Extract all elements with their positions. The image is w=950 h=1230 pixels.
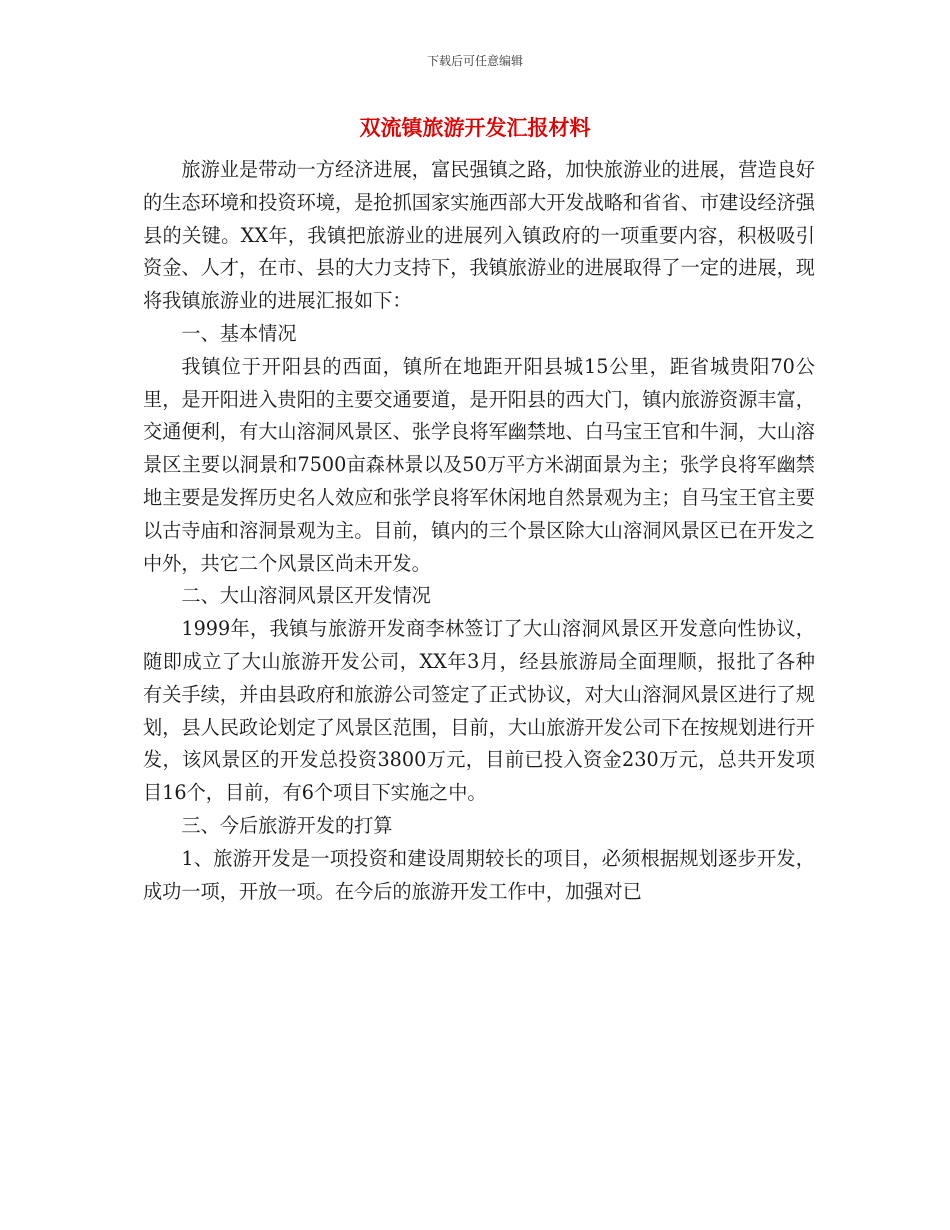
document-title: 双流镇旅游开发汇报材料: [359, 115, 591, 140]
document-body: [143, 154, 815, 908]
section-heading-future-plans: 三、今后旅游开发的打算: [181, 813, 393, 837]
dashan-development-paragraph: 1999年，我镇与旅游开发商李林签订了大山溶洞风景区开发意向性协议，随即成立了大山旅游开发公司，XX年3月，经县旅游局全面理顺，报批了各种有关手续，并由县政府和旅游公司签定了正式协议，对大山溶洞风景区进行了规划，县人民政论划定了风景区范围，目前，大山旅游开发公司下在按规划进行开发，该风景区的开发总投资3800万元，目前已投入资金230万元，总共开发项目16个，目前，有6个项目下实施之中。: [143, 617, 815, 805]
intro-paragraph: 旅游业是带动一方经济进展，富民强镇之路，加快旅游业的进展，营造良好的生态环境和投资环境，是抢抓国家实施西部大开发战略和省省、市建设经济强县的关键。XX年，我镇把旅游业的进展列入镇政府的一项重要内容，积极吸引资金、人才，在市、县的大力支持下，我镇旅游业的进展取得了一定的进展，现将我镇旅游业的进展汇报如下：: [143, 158, 815, 313]
section-heading-basic-info: 一、基本情况: [181, 321, 297, 345]
basic-info-paragraph: 我镇位于开阳县的西面，镇所在地距开阳县城15公里，距省城贵阳70公里，是开阳进入贵阳的主要交通要道，是开阳县的西大门，镇内旅游资源丰富，交通便利，有大山溶洞风景区、张学良将军幽禁地、白马宝王官和牛洞，大山溶景区主要以洞景和7500亩森林景以及50万平方米湖面景为主；张学良将军幽禁地主要是发挥历史名人效应和张学良将军休闲地自然景观为主；自马宝王官主要以古寺庙和溶洞景观为主。目前，镇内的三个景区除大山溶洞风景区已在开发之中外，共它二个风景区尚未开发。: [143, 354, 815, 575]
section-heading-dashan-development: 二、大山溶洞风景区开发情况: [181, 584, 431, 608]
page-header-note: 下载后可任意编辑: [426, 54, 523, 68]
future-plans-paragraph: 1、旅游开发是一项投资和建设周期较长的项目，必须根据规划逐步开发，成功一项，开放一项。在今后的旅游开发工作中，加强对已: [143, 846, 815, 903]
